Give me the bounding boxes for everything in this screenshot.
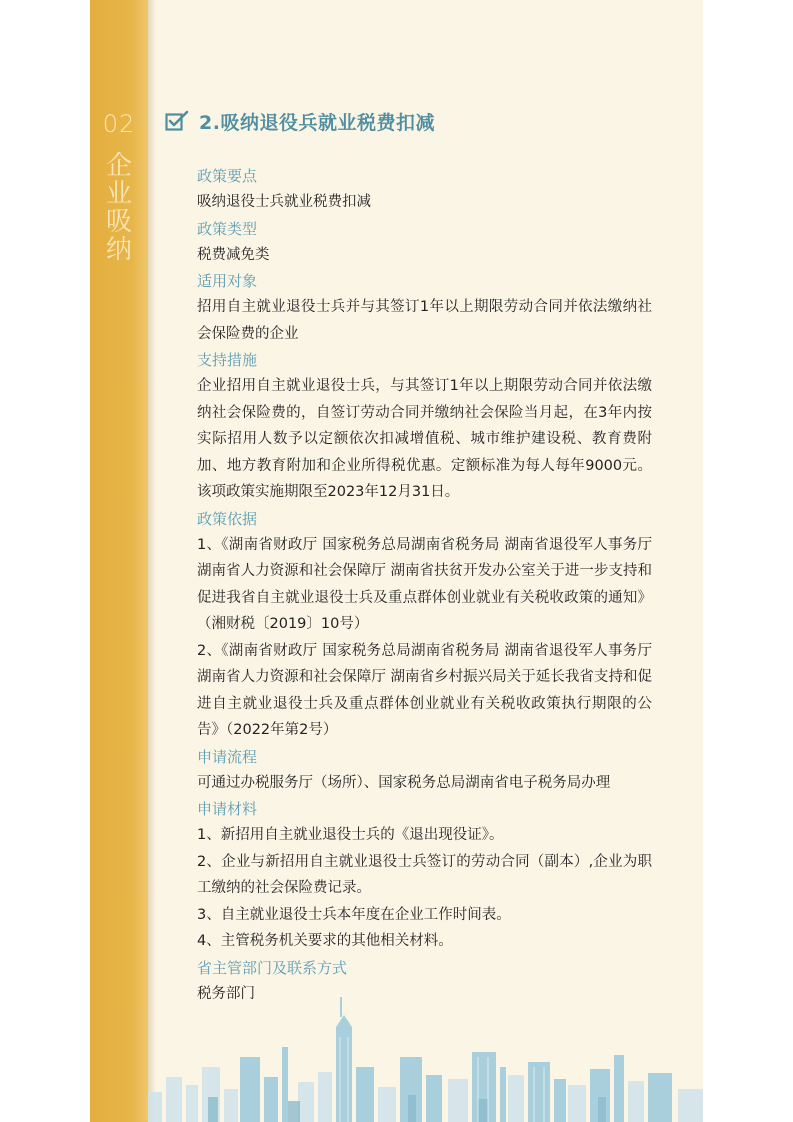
basis-item: 2、《湖南省财政厅 国家税务总局湖南省税务局 湖南省退役军人事务厅 湖南省人力资源和社会保障厅 湖南省乡村振兴局关于延长我省支持和促进自主就业退役士兵及重点群体创业就业有关税收政策执行期限的公告》（2022年第2号） [197,642,652,738]
basis-item: 1、《湖南省财政厅 国家税务总局湖南省税务局 湖南省退役军人事务厅 湖南省人力资源和社会保障厅 湖南省扶贫开发办公室关于进一步支持和促进我省自主就业退役士兵及重点群体创业就业有关税收政策的通知》（湘财税〔2019〕10号） [197,536,652,632]
material-item: 3、自主就业退役士兵本年度在企业工作时间表。 [197,906,511,923]
label-basis: 政策依据 [197,509,258,528]
sidebar-shadow [148,0,156,1122]
chapter-title [90,152,148,264]
text-applicable: 招用自主就业退役士兵并与其签订1年以上期限劳动合同并依法缴纳社会保险费的企业 [197,299,652,342]
chapter-title-char: 企 [105,151,132,181]
text-process: 可通过办税服务厅（场所）、国家税务总局湖南省电子税务局办理 [197,774,611,791]
label-process: 申请流程 [197,747,258,766]
text-policy-type: 税费减免类 [197,246,270,263]
chapter-title-char: 吸 [105,207,132,237]
label-measures: 支持措施 [197,351,258,369]
section-heading [165,106,435,136]
label-applicable: 适用对象 [197,272,258,290]
text-department: 税务部门 [197,985,255,1002]
document-page [90,0,703,1122]
text-policy-points: 吸纳退役士兵就业税费扣减 [197,194,371,210]
material-item: 1、新招用自主就业退役士兵的《退出现役证》。 [197,827,504,843]
chapter-title-char: 业 [105,179,132,209]
page-title: 2.吸纳退役兵就业税费扣减 [199,111,435,134]
city-skyline-illustration [148,997,703,1122]
label-materials: 申请材料 [197,800,258,818]
chapter-number: 02 [102,110,136,138]
label-policy-type: 政策类型 [197,219,258,238]
material-item: 4、主管税务机关要求的其他相关材料。 [197,933,453,949]
text-measures: 企业招用自主就业退役士兵，与其签订1年以上期限劳动合同并依法缴纳社会保险费的，自签订劳动合同并缴纳社会保险当月起，在3年内按实际招用人数予以定额依次扣减增值税、城市维护建设税、教育费附加、地方教育附加和企业所得税优惠。定额标准为每人每年9000元。该项政策实施期限至2023年12月31日。 [197,378,652,500]
label-policy-points: 政策要点 [197,167,258,185]
chapter-title-char: 纳 [105,235,132,265]
material-item: 2、企业与新招用自主就业退役士兵签订的劳动合同（副本）,企业为职工缴纳的社会保险费记录。 [197,853,652,896]
policy-content [197,163,652,1007]
chapter-sidebar [90,0,148,1122]
label-department: 省主管部门及联系方式 [197,958,348,977]
checkbox-icon [165,110,189,132]
